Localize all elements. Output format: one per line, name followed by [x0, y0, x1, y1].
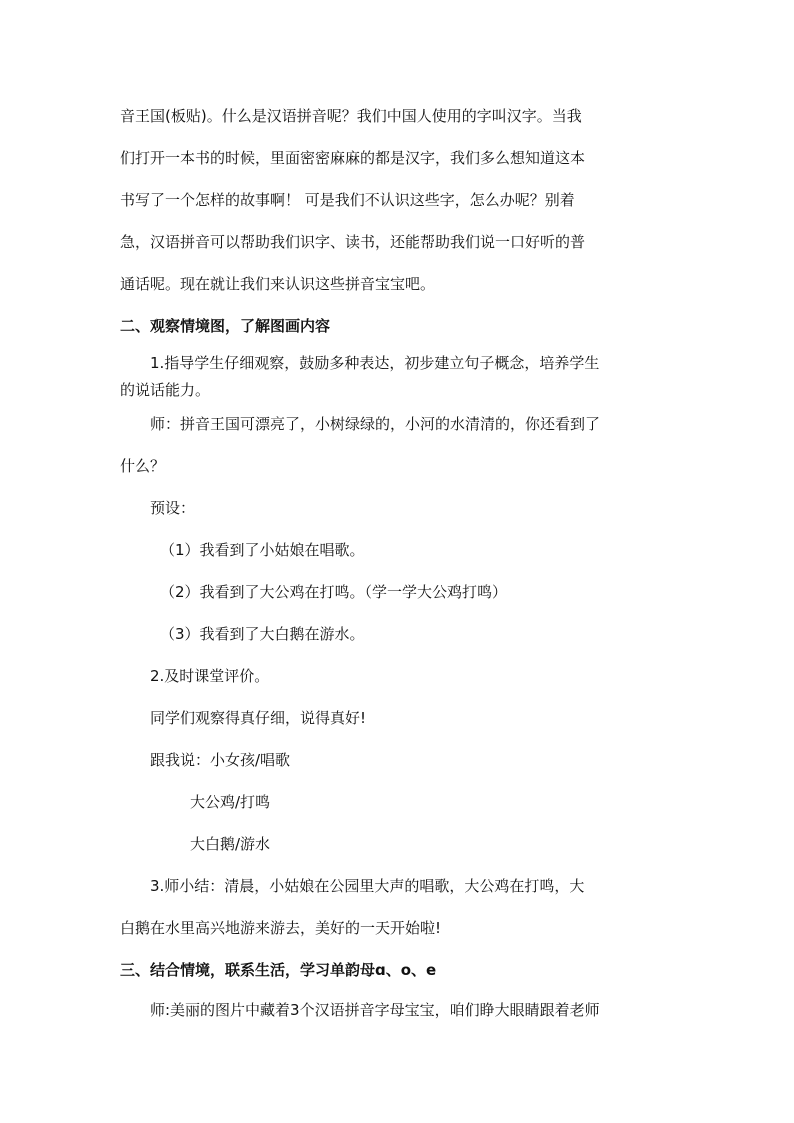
- intro-line-1: 音王国(板贴)。什么是汉语拼音呢？我们中国人使用的字叫汉字。当我: [120, 107, 582, 125]
- intro-line-4: 急，汉语拼音可以帮助我们识字、读书，还能帮助我们说一口好听的普: [120, 233, 586, 251]
- section2-teacher-line-1: 师：拼音王国可漂亮了，小树绿绿的，小河的水清清的，你还看到了: [150, 415, 601, 433]
- section2-item1-line-2: 的说话能力。: [120, 381, 211, 399]
- section2-item-2: 2.及时课堂评价。: [150, 667, 270, 685]
- intro-line-2: 们打开一本书的时候，里面密密麻麻的都是汉字，我们多么想知道这本: [120, 149, 586, 167]
- section2-teacher-line-2: 什么？: [120, 457, 166, 475]
- section2-item3-line-2: 白鹅在水里高兴地游来游去，美好的一天开始啦!: [120, 919, 442, 937]
- follow-me-line-3: 大白鹅/游水: [190, 835, 271, 853]
- praise-text: 同学们观察得真仔细，说得真好!: [150, 709, 367, 727]
- section2-item3-line-1: 3.师小结：清晨，小姑娘在公园里大声的唱歌，大公鸡在打鸣，大: [150, 877, 585, 895]
- intro-line-3: 书写了一个怎样的故事啊！ 可是我们不认识这些字，怎么办呢？别着: [120, 191, 575, 209]
- section2-item1-line-1: 1.指导学生仔细观察，鼓励多种表达，初步建立句子概念，培养学生: [150, 354, 600, 372]
- intro-line-5: 通话呢。现在就让我们来认识这些拼音宝宝吧。: [120, 275, 436, 293]
- section2-heading: 二、观察情境图，了解图画内容: [120, 317, 331, 335]
- section3-heading: 三、结合情境，联系生活，学习单韵母ɑ、o、e: [120, 961, 437, 979]
- preset-label: 预设：: [150, 499, 196, 517]
- section3-teacher-line-1: 师:美丽的图片中藏着3个汉语拼音字母宝宝，咱们睁大眼睛跟着老师: [150, 1001, 600, 1019]
- preset-item-2: （2）我看到了大公鸡在打鸣。（学一学大公鸡打鸣）: [160, 583, 508, 601]
- follow-me-line-1: 跟我说：小女孩/唱歌: [150, 751, 291, 769]
- preset-item-3: （3）我看到了大白鹅在游水。: [160, 625, 365, 643]
- follow-me-line-2: 大公鸡/打鸣: [190, 793, 271, 811]
- preset-item-1: （1）我看到了小姑娘在唱歌。: [160, 541, 365, 559]
